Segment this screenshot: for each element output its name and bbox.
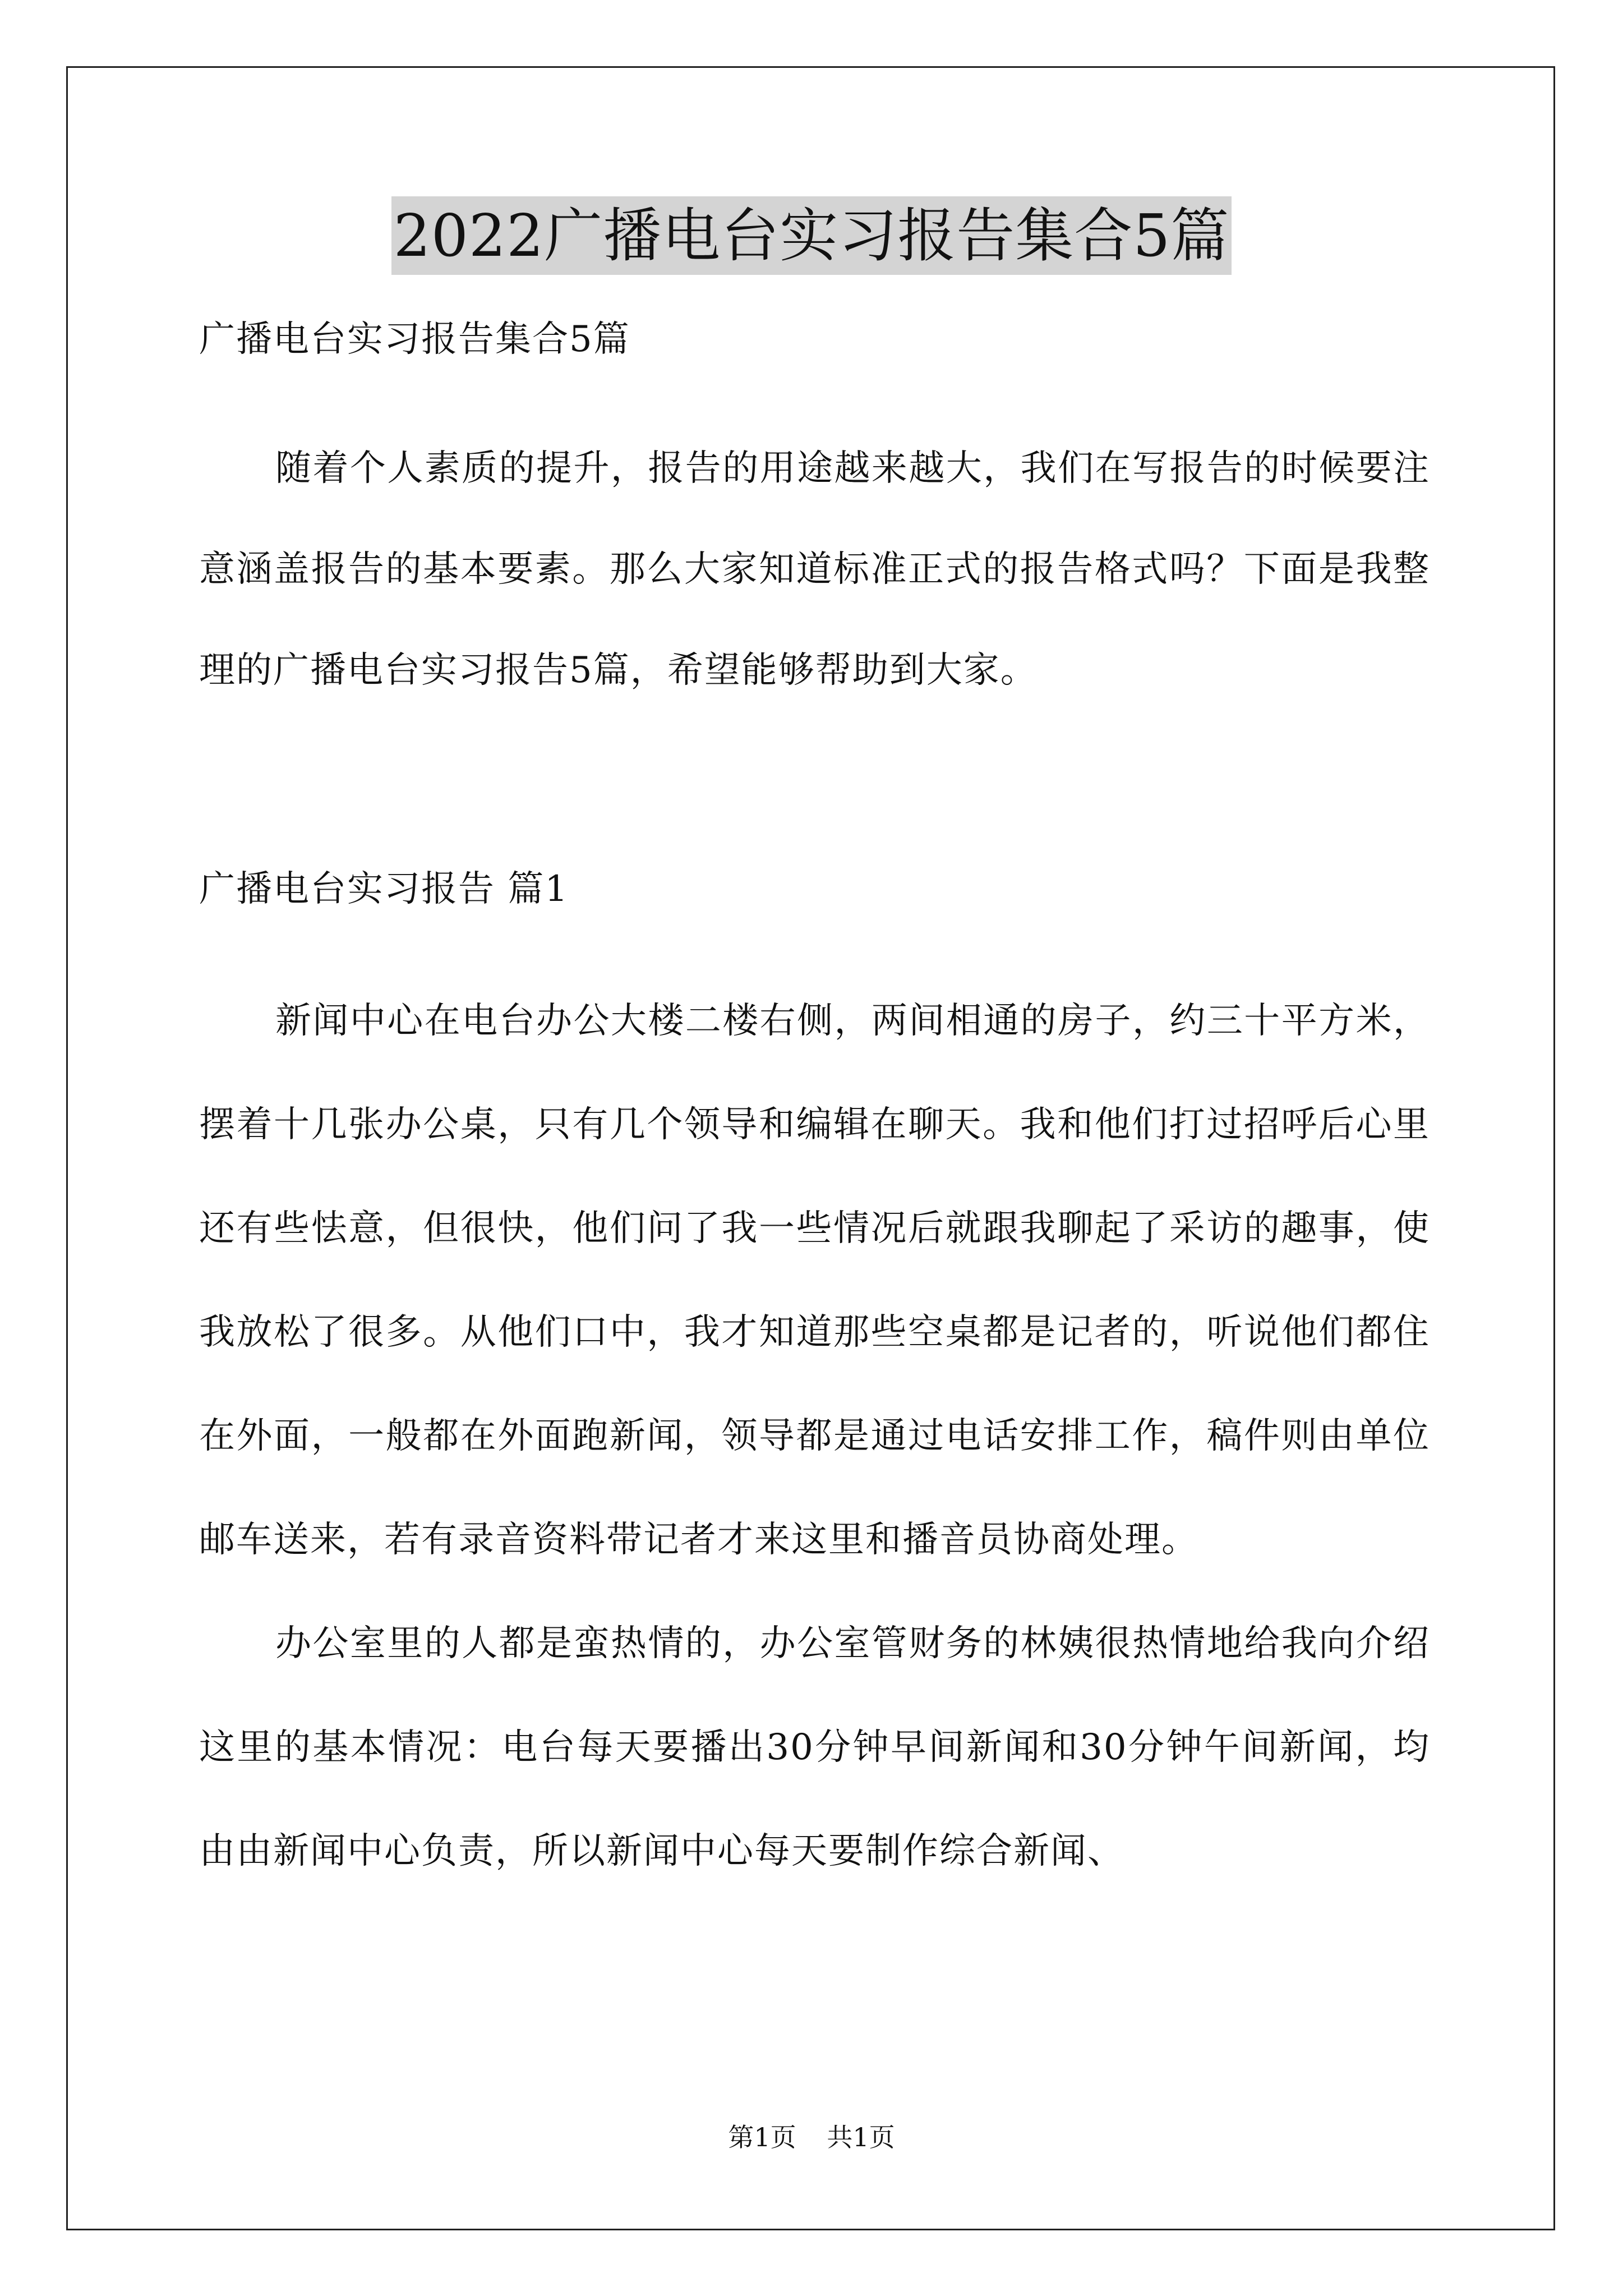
- document-subtitle: 广播电台实习报告集合5篇: [199, 319, 630, 360]
- page-footer: [0, 2120, 1623, 2154]
- document-body: [199, 314, 1430, 1903]
- document-title: 2022广播电台实习报告集合5篇: [391, 196, 1232, 275]
- intro-paragraph: 随着个人素质的提升，报告的用途越来越大，我们在写报告的时候要注意涵盖报告的基本要素。那么大家知道标准正式的报告格式吗？下面是我整理的广播电台实习报告5篇，希望能够帮助到大家。: [199, 448, 1430, 691]
- page-total: 共1页: [827, 2122, 895, 2152]
- page-number: 第1页: [728, 2122, 796, 2152]
- body-paragraph-1: 新闻中心在电台办公大楼二楼右侧，两间相通的房子，约三十平方米，摆着十几张办公桌，只有几个领导和编辑在聊天。我和他们打过招呼后心里还有些怯意，但很快，他们问了我一些情况后就跟我聊起了采访的趣事，使我放松了很多。从他们口中，我才知道那些空桌都是记者的，听说他们都住在外面，一般都在外面跑新闻，领导都是通过电话安排工作，稿件则由单位邮车送来，若有录音资料带记者才来这里和播音员协商处理。: [199, 1000, 1430, 1561]
- body-paragraph-2: 办公室里的人都是蛮热情的，办公室管财务的林姨很热情地给我向介绍这里的基本情况：电台每天要播出30分钟早间新闻和30分钟午间新闻，均由由新闻中心负责，所以新闻中心每天要制作综合新闻、: [199, 1623, 1430, 1872]
- title-wrapper: [0, 196, 1623, 275]
- section-heading: 广播电台实习报告 篇1: [199, 868, 569, 910]
